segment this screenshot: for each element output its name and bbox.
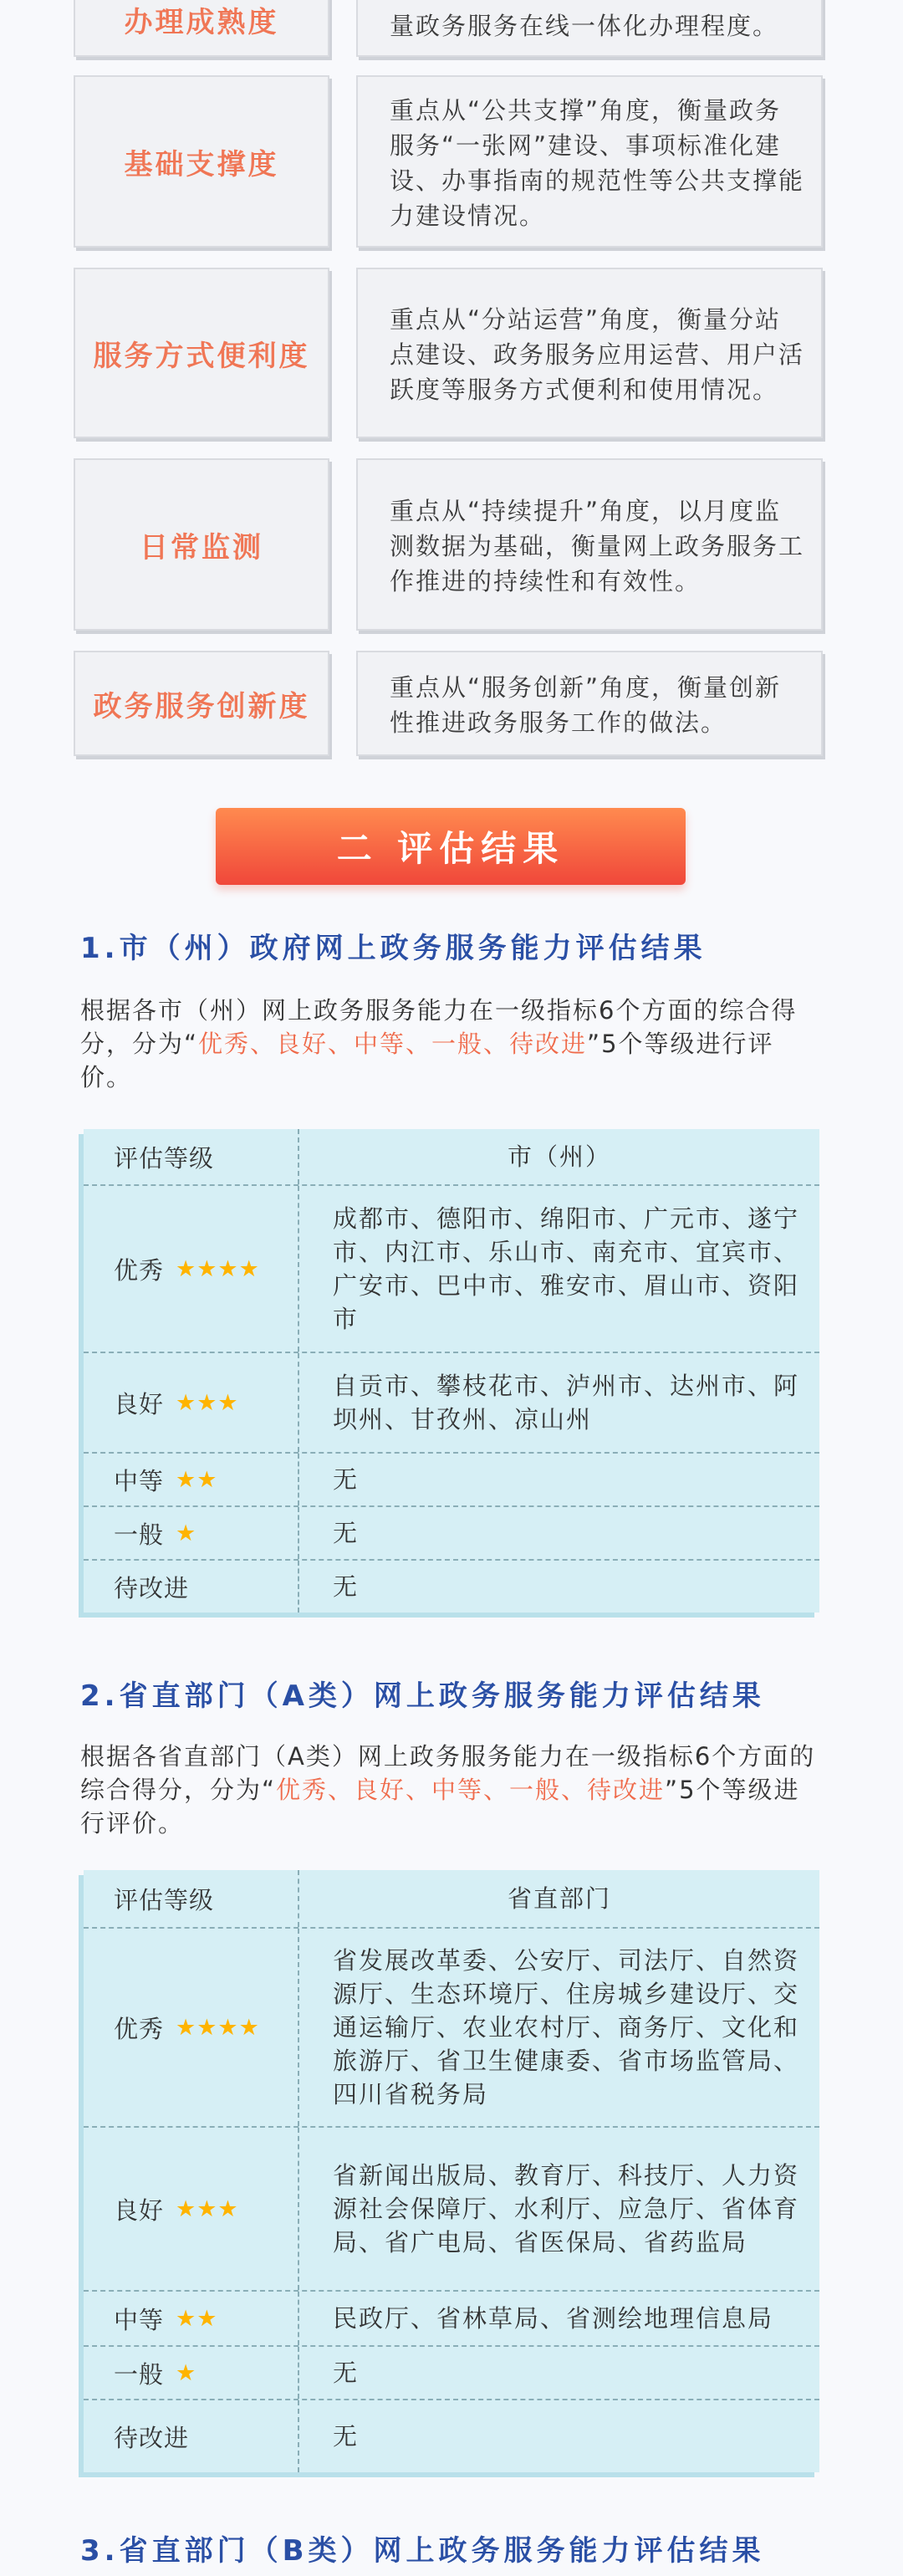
level-cell bbox=[84, 2400, 299, 2472]
section-banner: 二 评估结果 bbox=[216, 808, 686, 885]
level-cell bbox=[84, 1454, 299, 1505]
indicator-desc-box bbox=[356, 458, 823, 631]
indicator-name: 日常监测 bbox=[140, 530, 263, 565]
value-cell: 成都市、德阳市、绵阳市、广元市、遂宁市、内江市、乐山市、南充市、宜宾市、广安市、巴中市、雅安市、眉山市、资阳市 bbox=[333, 1204, 800, 1333]
table-row bbox=[84, 2400, 819, 2472]
level-label: 优秀 bbox=[114, 1255, 165, 1285]
value-cell: 省发展改革委、公安厅、司法厅、自然资源厅、生态环境厅、住房城乡建设厅、交通运输厅、农业农村厅、商务厅、文化和旅游厅、省卫生健康委、省市场监管局、四川省税务局 bbox=[333, 1946, 800, 2108]
indicator-desc-box bbox=[356, 651, 823, 756]
indicator-desc-box bbox=[356, 0, 823, 57]
level-label: 待改进 bbox=[114, 1573, 190, 1602]
level-cell bbox=[84, 1186, 299, 1352]
column-header: 省直部门 bbox=[507, 1884, 611, 1913]
level-label: 待改进 bbox=[114, 2423, 190, 2452]
column-header: 市（州） bbox=[507, 1142, 611, 1171]
indicator-name-box bbox=[74, 268, 329, 438]
level-label: 一般 bbox=[114, 2359, 165, 2389]
indicator-name: 基础支撑度 bbox=[124, 147, 279, 181]
indicator-name: 政务服务创新度 bbox=[93, 689, 310, 723]
star-icons: ★★★ bbox=[176, 2195, 239, 2222]
section3-heading: 3.省直部门（B类）网上政务服务能力评估结果 bbox=[80, 2534, 765, 2568]
indicator-name-box bbox=[74, 0, 329, 57]
indicator-name-box bbox=[74, 651, 329, 756]
table-row bbox=[84, 1186, 819, 1353]
section2-heading: 2.省直部门（A类）网上政务服务能力评估结果 bbox=[80, 1679, 765, 1713]
value-cell: 自贡市、攀枝花市、泸州市、达州市、阿坝州、甘孜州、凉山州 bbox=[333, 1372, 800, 1434]
section2-intro bbox=[80, 1740, 824, 1840]
indicator-desc: 重点从“分站运营”角度，衡量分站点建设、政务服务应用运营、用户活跃度等服务方式便利和使用情况。 bbox=[390, 305, 805, 404]
table-row bbox=[84, 1454, 819, 1507]
indicator-desc: 量政务服务在线一体化办理程度。 bbox=[390, 12, 779, 40]
level-cell bbox=[84, 1561, 299, 1613]
star-icons: ★★★ bbox=[176, 1389, 239, 1416]
level-cell bbox=[84, 1507, 299, 1559]
table-row bbox=[84, 2292, 819, 2347]
section2-table bbox=[84, 1870, 819, 2472]
level-header: 评估等级 bbox=[84, 1129, 299, 1184]
star-icons: ★ bbox=[176, 1520, 197, 1546]
intro-highlight: 优秀、良好、中等、一般、待改进 bbox=[198, 1030, 588, 1058]
value-cell: 无 bbox=[333, 1519, 360, 1547]
level-label: 一般 bbox=[114, 1520, 165, 1549]
level-cell bbox=[84, 2128, 299, 2290]
indicator-desc: 重点从“公共支撑”角度，衡量政务服务“一张网”建设、事项标准化建设、办事指南的规范性等公共支撑能力建设情况。 bbox=[390, 96, 805, 230]
section1-heading: 1.市（州）政府网上政务服务能力评估结果 bbox=[80, 932, 707, 965]
intro-text: 根据各市（州）网上政务服务能力在一级指标6个方面的综合得分，分为“ bbox=[80, 996, 798, 1058]
table-row bbox=[84, 2128, 819, 2292]
intro-text: ”5个等级进行评价。 bbox=[80, 1776, 800, 1837]
star-icons: ★ bbox=[176, 2359, 197, 2386]
value-cell: 无 bbox=[333, 2422, 360, 2451]
level-cell bbox=[84, 2292, 299, 2345]
indicator-desc: 重点从“服务创新”角度，衡量创新性推进政务服务工作的做法。 bbox=[390, 673, 782, 737]
level-label: 中等 bbox=[114, 1466, 165, 1495]
table-row bbox=[84, 1507, 819, 1561]
indicator-desc-box bbox=[356, 268, 823, 438]
value-cell: 无 bbox=[333, 2359, 360, 2387]
indicator-row bbox=[74, 458, 823, 631]
table-header-row bbox=[84, 1129, 819, 1186]
value-cell: 无 bbox=[333, 1465, 360, 1494]
indicator-row bbox=[74, 0, 823, 57]
star-icons: ★★★★ bbox=[176, 1255, 260, 1282]
intro-text: 根据各省直部门（A类）网上政务服务能力在一级指标6个方面的综合得分，分为“ bbox=[80, 1742, 816, 1804]
level-label: 良好 bbox=[114, 2195, 165, 2225]
level-header: 评估等级 bbox=[84, 1870, 299, 1927]
level-label: 优秀 bbox=[114, 2014, 165, 2043]
intro-highlight: 优秀、良好、中等、一般、待改进 bbox=[276, 1776, 666, 1804]
indicator-row bbox=[74, 75, 823, 248]
table-row bbox=[84, 2347, 819, 2400]
section1-table bbox=[84, 1129, 819, 1613]
indicator-name-box bbox=[74, 458, 329, 631]
intro-text: ”5个等级进行评价。 bbox=[80, 1030, 774, 1091]
indicator-desc: 重点从“持续提升”角度，以月度监测数据为基础，衡量网上政务服务工作推进的持续性和有效性。 bbox=[390, 497, 805, 595]
section1-intro bbox=[80, 994, 824, 1094]
indicator-desc-box bbox=[356, 75, 823, 248]
table-header-row bbox=[84, 1870, 819, 1929]
level-cell bbox=[84, 2347, 299, 2399]
table-row bbox=[84, 1353, 819, 1454]
indicator-name: 服务方式便利度 bbox=[93, 339, 310, 373]
level-label: 中等 bbox=[114, 2305, 165, 2334]
level-cell bbox=[84, 1353, 299, 1452]
indicator-row bbox=[74, 268, 823, 438]
star-icons: ★★ bbox=[176, 1466, 218, 1493]
indicator-row bbox=[74, 651, 823, 756]
level-cell bbox=[84, 1929, 299, 2126]
level-label: 良好 bbox=[114, 1389, 165, 1418]
indicator-name: 办理成熟度 bbox=[124, 5, 279, 39]
star-icons: ★★★★ bbox=[176, 2014, 260, 2041]
value-cell: 无 bbox=[333, 1572, 360, 1601]
value-cell: 省新闻出版局、教育厅、科技厅、人力资源社会保障厅、水利厅、应急厅、省体育局、省广电局、省医保局、省药监局 bbox=[333, 2161, 800, 2257]
table-row bbox=[84, 1929, 819, 2128]
value-cell: 民政厅、省林草局、省测绘地理信息局 bbox=[333, 2304, 774, 2333]
table-row bbox=[84, 1561, 819, 1613]
indicator-name-box bbox=[74, 75, 329, 248]
star-icons: ★★ bbox=[176, 2305, 218, 2332]
